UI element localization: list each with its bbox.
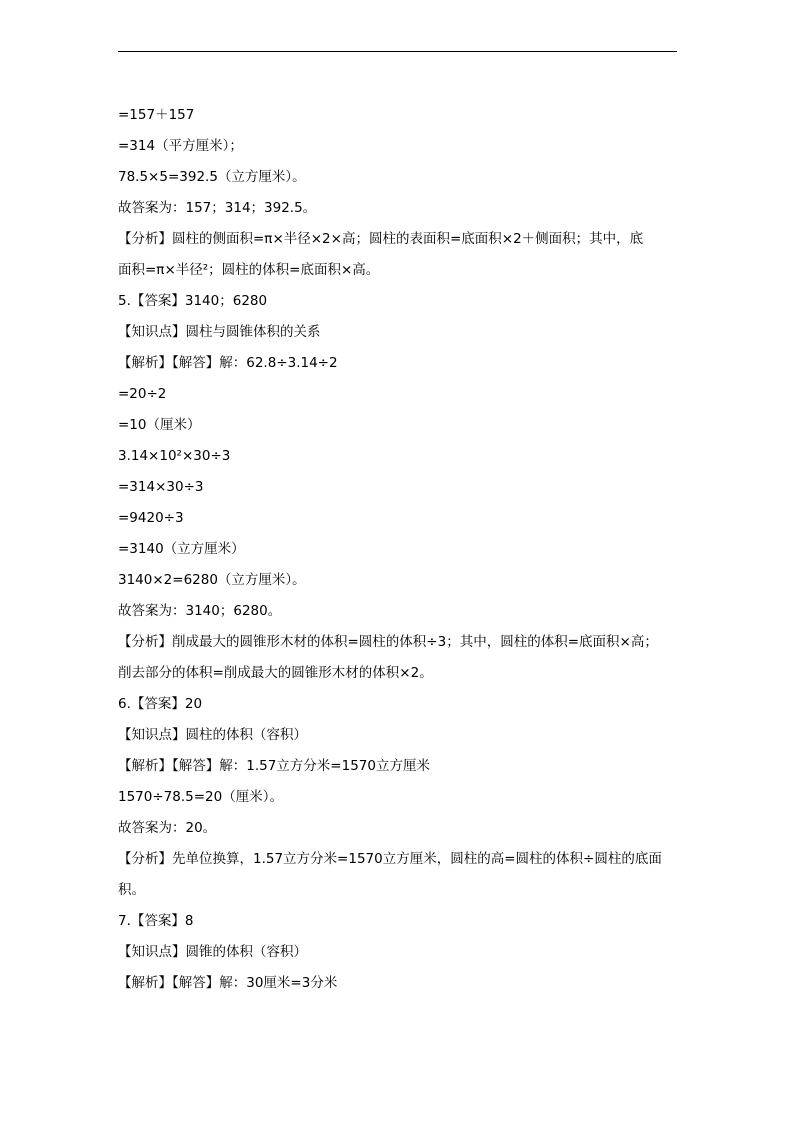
text-line: 【分析】先单位换算，1.57立方分米=1570立方厘米，圆柱的高=圆柱的体积÷圆柱的底面 — [118, 851, 662, 867]
text-line: 3140×2=6280（立方厘米）。 — [118, 572, 306, 588]
question-heading: 7.【答案】8 — [118, 913, 194, 929]
text-line: =20÷2 — [118, 386, 167, 402]
text-line: 【知识点】圆柱的体积（容积） — [118, 727, 307, 743]
text-line: 【知识点】圆锥的体积（容积） — [118, 944, 307, 960]
text-line: 78.5×5=392.5（立方厘米）。 — [118, 169, 306, 185]
text-line: 【解析】【解答】解：30厘米=3分米 — [118, 975, 338, 991]
header-rule — [118, 51, 677, 52]
text-line: 1570÷78.5=20（厘米）。 — [118, 789, 283, 805]
text-line: 【分析】圆柱的侧面积=π×半径×2×高；圆柱的表面积=底面积×2＋侧面积；其中，底 — [118, 231, 644, 247]
text-line: 积。 — [118, 882, 145, 898]
text-line: =314×30÷3 — [118, 479, 204, 495]
text-line: =9420÷3 — [118, 510, 184, 526]
text-line: 削去部分的体积=削成最大的圆锥形木材的体积×2。 — [118, 665, 433, 681]
text-line: =157＋157 — [118, 107, 195, 123]
text-line: 故答案为：20。 — [118, 820, 217, 836]
document-body — [118, 100, 678, 999]
text-line: 【分析】削成最大的圆锥形木材的体积=圆柱的体积÷3；其中，圆柱的体积=底面积×高； — [118, 634, 658, 650]
text-line: 3.14×10²×30÷3 — [118, 448, 231, 464]
text-line: 故答案为：3140；6280。 — [118, 603, 282, 619]
text-line: =3140（立方厘米） — [118, 541, 245, 557]
text-line: 【解析】【解答】解：62.8÷3.14÷2 — [118, 355, 338, 371]
text-line: 【知识点】圆柱与圆锥体积的关系 — [118, 324, 321, 340]
question-heading: 5.【答案】3140；6280 — [118, 293, 268, 309]
text-line: 【解析】【解答】解：1.57立方分米=1570立方厘米 — [118, 758, 430, 774]
question-heading: 6.【答案】20 — [118, 696, 203, 712]
text-line: =314（平方厘米）； — [118, 138, 243, 154]
text-line: 故答案为：157；314；392.5。 — [118, 200, 317, 216]
text-line: =10（厘米） — [118, 417, 201, 433]
text-line: 面积=π×半径²；圆柱的体积=底面积×高。 — [118, 262, 380, 278]
